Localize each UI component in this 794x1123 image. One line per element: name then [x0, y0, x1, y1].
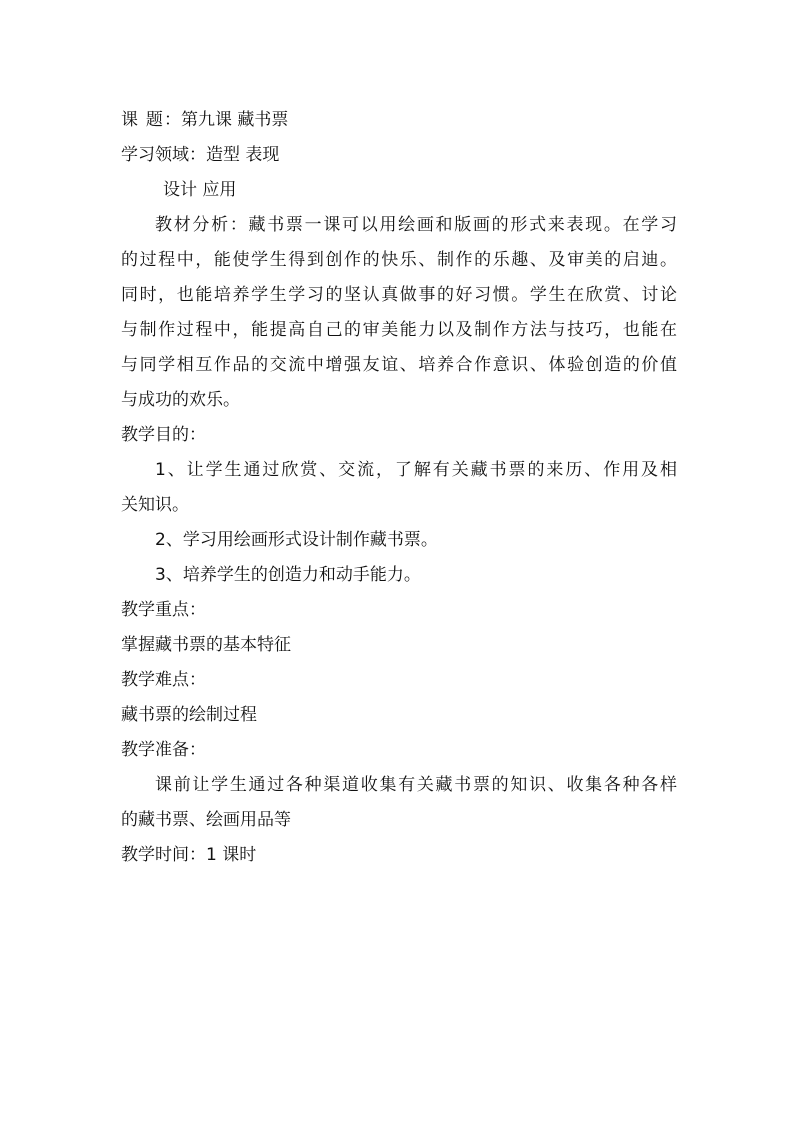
difficulties-value: 藏书票的绘制过程	[121, 705, 257, 725]
objective-item-1-continuation: 关知识。	[121, 495, 189, 515]
analysis-line-1: 教材分析：藏书票一课可以用绘画和版画的形式来表现。在学习	[155, 215, 677, 235]
key-points-value: 掌握藏书票的基本特征	[121, 635, 291, 655]
objectives-heading: 教学目的：	[121, 425, 206, 445]
learning-domain-label: 学习领域：	[121, 145, 206, 165]
difficulties-heading: 教学难点：	[121, 670, 206, 690]
objective-item-1: 1、让学生通过欣赏、交流，了解有关藏书票的来历、作用及相	[155, 460, 677, 480]
analysis-line-4: 与制作过程中，能提高自己的审美能力以及制作方法与技巧，也能在	[121, 320, 677, 340]
lesson-title-value: 第九课 藏书票	[181, 110, 289, 130]
analysis-line-2: 的过程中，能使学生得到创作的快乐、制作的乐趣、及审美的启迪。	[121, 250, 677, 270]
preparation-line-2: 的藏书票、绘画用品等	[121, 810, 291, 830]
document-content	[121, 103, 677, 873]
learning-domain-value: 造型 表现	[206, 145, 280, 165]
analysis-line-5: 与同学相互作品的交流中增强友谊、培养合作意识、体验创造的价值	[121, 355, 677, 375]
learning-domain-line	[121, 138, 677, 173]
objective-item-3: 3、培养学生的创造力和动手能力。	[155, 565, 421, 585]
preparation-line-1: 课前让学生通过各种渠道收集有关藏书票的知识、收集各种各样	[155, 775, 677, 795]
analysis-line-6: 与成功的欢乐。	[121, 390, 240, 410]
lesson-title-line	[121, 103, 677, 138]
objective-item-2: 2、学习用绘画形式设计制作藏书票。	[155, 530, 438, 550]
learning-domain-continuation: 设计 应用	[163, 180, 237, 200]
lesson-title-label-part-2: 题：	[145, 110, 182, 130]
lesson-title-label-part-1: 课	[121, 110, 140, 130]
lesson-title-label	[121, 103, 181, 138]
teaching-time: 教学时间：1 课时	[121, 845, 257, 865]
preparation-heading: 教学准备：	[121, 740, 206, 760]
key-points-heading: 教学重点：	[121, 600, 206, 620]
analysis-line-3: 同时，也能培养学生学习的坚认真做事的好习惯。学生在欣赏、讨论	[121, 285, 677, 305]
